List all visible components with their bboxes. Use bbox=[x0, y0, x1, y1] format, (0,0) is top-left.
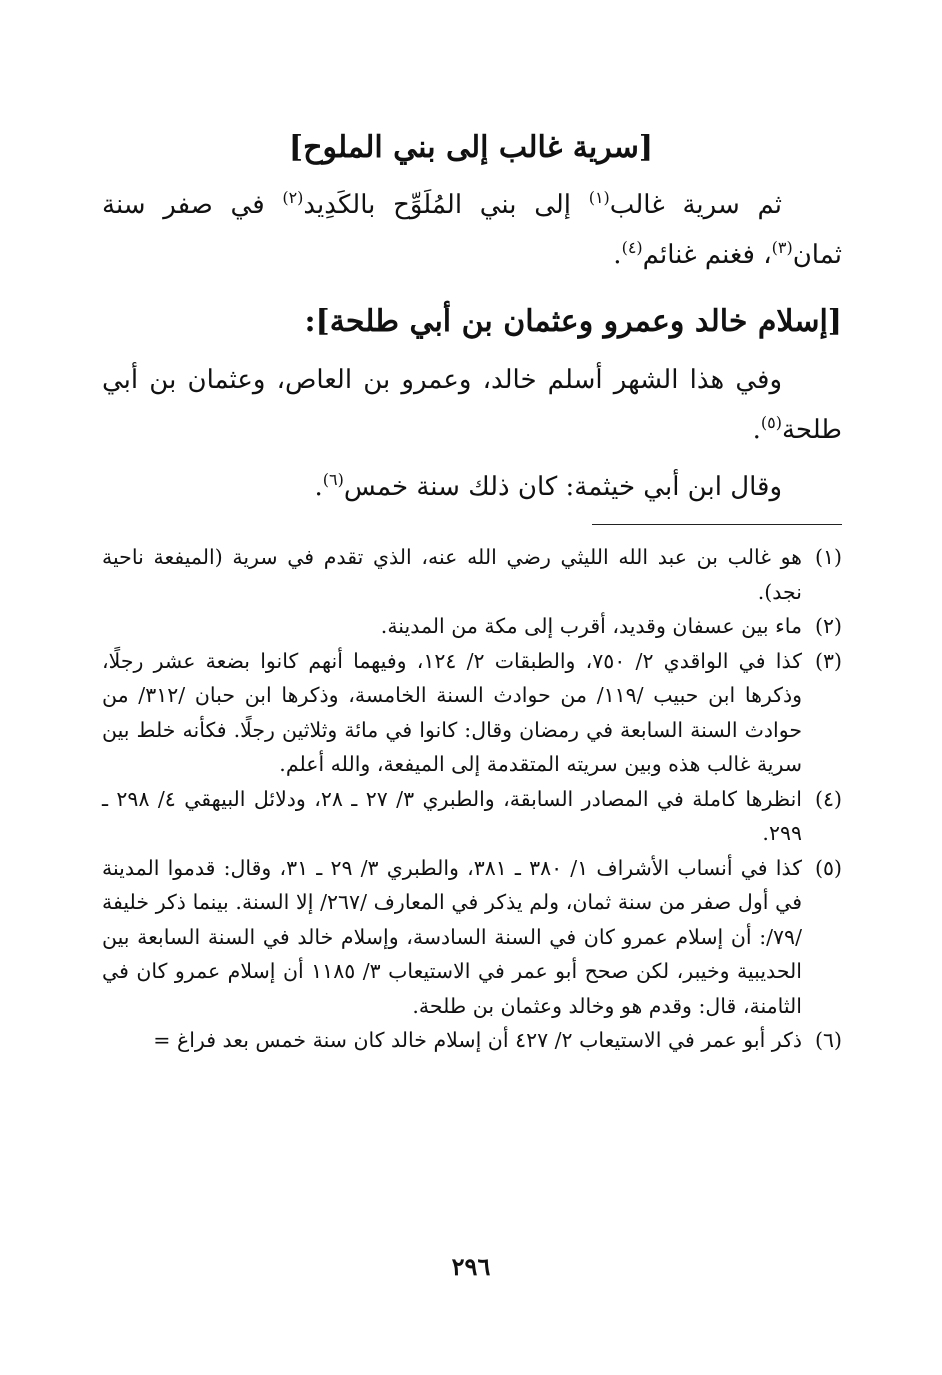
footnote-number: (١) bbox=[814, 545, 842, 569]
footnote-number: (٤) bbox=[814, 786, 842, 811]
footnote-text: كذا في أنساب الأشراف ١/ ٣٨٠ ـ ٣٨١، والطبري ٣/ ٢٩ ـ ٣١، وقال: قدموا المدينة في أول صفر من سنة ثمان، ولم يذكر في المعارف /٢٦٧/ إلا السنة. بينما ذكر خليفة /٧٩/: أن إسلام عمرو كان في السنة السادسة، وإسلام خالد في السنة السابعة بين الحديبية وخيبر، لكن صحح أبو عمر في الاستيعاب ٣/ ١١٨٥ أن إسلام عمرو كان في الثامنة، قال: وقدم هو وخالد وعثمان بن طلحة. bbox=[102, 855, 802, 1018]
text-run: إلى بني المُلَوِّح بالكَدِيد bbox=[303, 190, 589, 220]
paragraph-ibn-abi-khaythama bbox=[102, 462, 842, 512]
paragraph-islam bbox=[102, 355, 842, 455]
text-run: وقال ابن أبي خيثمة: كان ذلك سنة خمس bbox=[343, 472, 782, 502]
footnote-item bbox=[102, 1023, 842, 1058]
footnote-text: ذكر أبو عمر في الاستيعاب ٢/ ٤٢٧ أن إسلام خالد كان سنة خمس بعد فراغ = bbox=[153, 1028, 802, 1052]
page-number: ٢٩٦ bbox=[451, 1252, 491, 1281]
footnote-ref-5[interactable]: (٥) bbox=[760, 413, 782, 432]
text-run: . bbox=[613, 240, 622, 270]
footnote-ref-4[interactable]: (٤) bbox=[621, 238, 643, 257]
footnote-item bbox=[102, 540, 842, 609]
footnote-number: (٥) bbox=[814, 855, 842, 880]
footnote-item bbox=[102, 782, 842, 851]
text-run: ثم سرية غالب bbox=[609, 190, 782, 220]
footnote-separator bbox=[592, 524, 842, 525]
text-run: . bbox=[314, 472, 323, 502]
footnote-ref-6[interactable]: (٦) bbox=[322, 470, 344, 489]
footnote-number: (٦) bbox=[814, 1028, 842, 1052]
footnote-text: انظرها كاملة في المصادر السابقة، والطبري ٣/ ٢٧ ـ ٢٨، ودلائل البيهقي ٤/ ٢٩٨ ـ ٢٩٩. bbox=[102, 786, 802, 845]
section-title-islam: [إسلام خالد وعمرو وعثمان بن أبي طلحة]: bbox=[304, 304, 842, 339]
text-run: في صفر سنة ثمان bbox=[102, 190, 842, 270]
footnote-ref-3[interactable]: (٣) bbox=[771, 238, 793, 257]
text-run: وفي هذا الشهر أسلم خالد، وعمرو بن العاص، وعثمان بن أبي طلحة bbox=[102, 365, 842, 445]
text-run: . bbox=[752, 415, 761, 445]
text-run: ، فغنم غنائم bbox=[642, 240, 772, 270]
footnote-number: (٢) bbox=[814, 614, 842, 638]
footnote-ref-2[interactable]: (٢) bbox=[282, 188, 304, 207]
footnote-item bbox=[102, 644, 842, 782]
footnotes bbox=[102, 540, 842, 1058]
footnote-item bbox=[102, 609, 842, 644]
paragraph-ghalib bbox=[102, 180, 842, 280]
footnote-ref-1[interactable]: (١) bbox=[588, 188, 610, 207]
footnote-item bbox=[102, 851, 842, 1024]
footnote-text: ماء بين عسفان وقديد، أقرب إلى مكة من المدينة. bbox=[380, 614, 802, 638]
footnote-number: (٣) bbox=[814, 648, 842, 673]
section-title-ghalib: [سرية غالب إلى بني الملوح] bbox=[288, 130, 654, 165]
footnote-text: هو غالب بن عبد الله الليثي رضي الله عنه، الذي تقدم في سرية (الميفعة ناحية نجد). bbox=[102, 545, 802, 604]
footnote-text: كذا في الواقدي ٢/ ٧٥٠، والطبقات ٢/ ١٢٤، وفيهما أنهم كانوا بضعة عشر رجلًا، وذكرها ابن حبيب /١١٩/ من حوادث السنة الخامسة، وذكرها ابن حبان /٣١٢/ من حوادث السنة السابعة في رمضان وقال: كانوا في مائة وثلاثين رجلًا. فكأنه خلط بين سرية غالب هذه وبين سريته المتقدمة إلى الميفعة، والله أعلم. bbox=[102, 648, 802, 776]
